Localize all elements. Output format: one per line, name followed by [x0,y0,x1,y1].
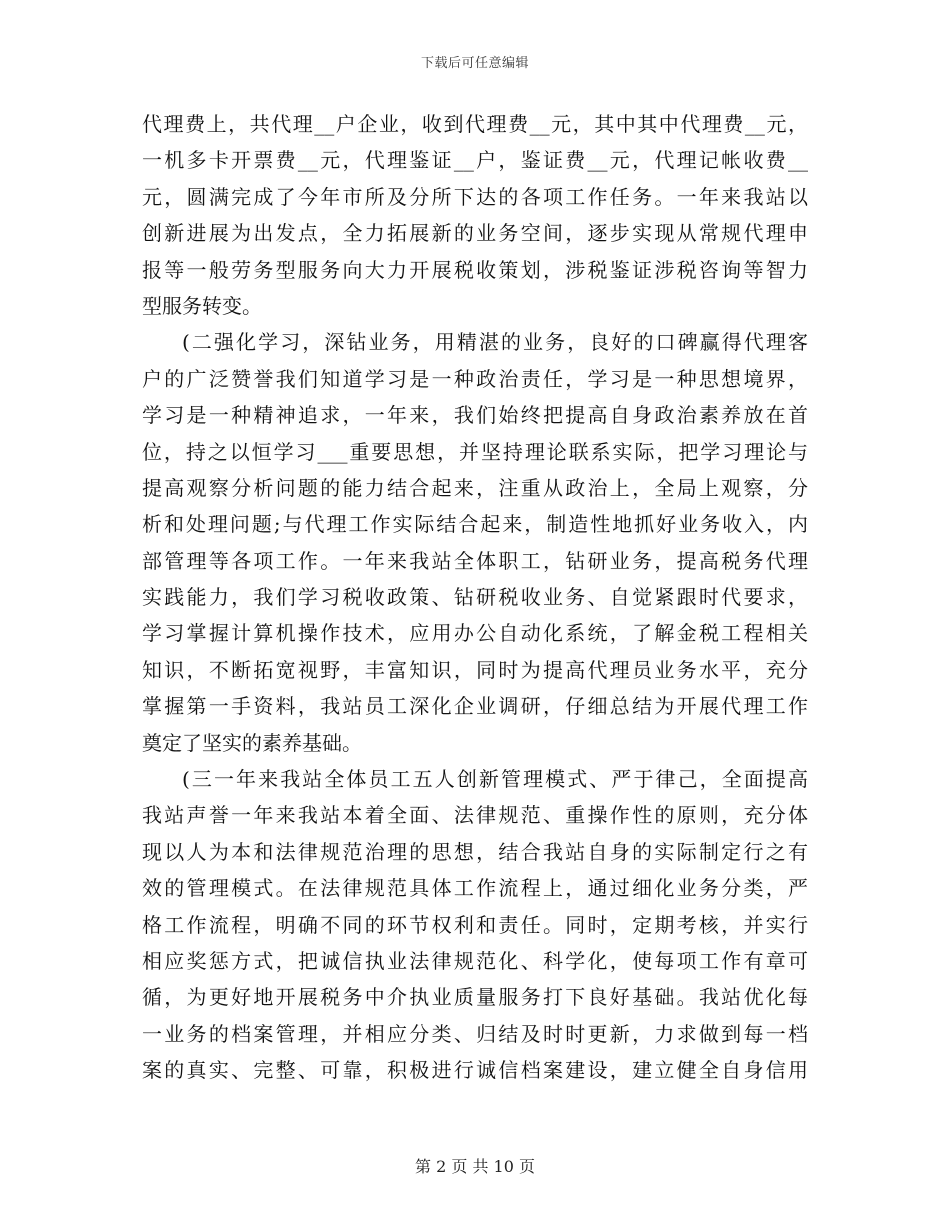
text-line: 学习掌握计算机操作技术，应用办公自动化系统，了解金税工程相关 [142,621,808,646]
paragraph-1 [142,106,808,324]
text-line: 效的管理模式。在法律规范具体工作流程上，通过细化业务分类，严 [142,876,808,901]
text-line: (三一年来我站全体员工五人创新管理模式、严于律己，全面提高 [182,767,808,792]
text-line: 案的真实、完整、可靠，积极进行诚信档案建设，建立健全自身信用 [142,1058,808,1083]
text-line: 实践能力，我们学习税收政策、钻研税收业务、自觉紧跟时代要求， [142,585,808,610]
text-line: 户的广泛赞誉我们知道学习是一种政治责任，学习是一种思想境界， [142,366,808,391]
text-line: 一业务的档案管理，并相应分类、归结及时时更新，力求做到每一档 [142,1021,808,1046]
page-header-note: 下载后可任意编辑 [420,56,529,71]
document-body [142,106,808,1089]
page-number: 第 2 页 共 10 页 [415,1157,535,1176]
text-line: (二强化学习，深钻业务，用精湛的业务，良好的口碑赢得代理客 [182,330,808,355]
text-line: 格工作流程，明确不同的环节权利和责任。同时，定期考核，并实行 [142,912,808,937]
text-line: 位，持之以恒学习___重要思想，并坚持理论联系实际，把学习理论与 [142,439,808,464]
text-line: 创新进展为出发点，全力拓展新的业务空间，逐步实现从常规代理申 [142,221,808,246]
text-line: 循，为更好地开展税务中介执业质量服务打下良好基础。我站优化每 [142,985,808,1010]
text-line: 析和处理问题;与代理工作实际结合起来，制造性地抓好业务收入，内 [142,512,808,537]
text-line: 一机多卡开票费__元，代理鉴证__户，鉴证费__元，代理记帐收费__ [142,148,808,173]
text-line: 奠定了坚实的素养基础。 [142,730,362,755]
text-line: 元，圆满完成了今年市所及分所下达的各项工作任务。一年来我站以 [142,184,808,209]
text-line: 知识，不断拓宽视野，丰富知识，同时为提高代理员业务水平，充分 [142,657,808,682]
text-line: 我站声誉一年来我站本着全面、法律规范、重操作性的原则，充分体 [142,803,808,828]
text-line: 掌握第一手资料，我站员工深化企业调研，仔细总结为开展代理工作 [142,694,808,719]
text-line: 相应奖惩方式，把诚信执业法律规范化、科学化，使每项工作有章可 [142,948,808,973]
text-line: 代理费上，共代理__户企业，收到代理费__元，其中其中代理费__元， [142,112,808,136]
text-line: 现以人为本和法律规范治理的思想，结合我站自身的实际制定行之有 [142,839,808,864]
text-line: 提高观察分析问题的能力结合起来，注重从政治上，全局上观察，分 [142,475,808,500]
text-line: 学习是一种精神追求，一年来，我们始终把提高自身政治素养放在首 [142,403,808,428]
paragraph-2 [142,324,808,761]
text-line: 报等一般劳务型服务向大力开展税收策划，涉税鉴证涉税咨询等智力 [142,257,808,282]
text-line: 型服务转变。 [142,293,262,318]
text-line: 部管理等各项工作。一年来我站全体职工，钻研业务，提高税务代理 [142,548,808,573]
paragraph-3 [142,761,808,1089]
